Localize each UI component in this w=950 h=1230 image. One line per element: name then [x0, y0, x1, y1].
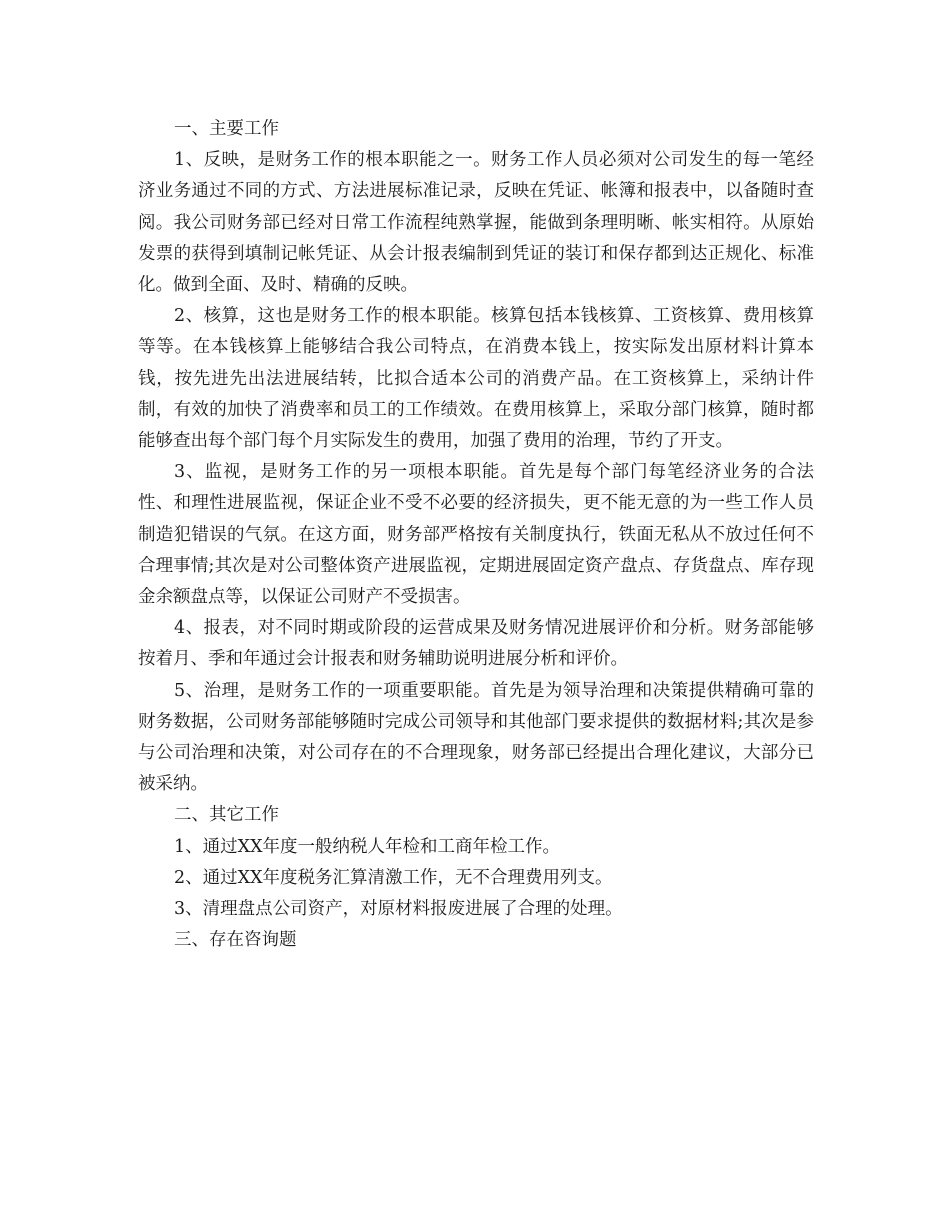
paragraph-reflection: 1、反映，是财务工作的根本职能之一。财务工作人员必须对公司发生的每一笔经济业务通过不同的方式、方法进展标准记录，反映在凭证、帐簿和报表中，以备随时查阅。我公司财务部已经对日常工作流程纯熟掌握，能做到条理明晰、帐实相符。从原始发票的获得到填制记帐凭证、从会计报表编制到凭证的装订和保存都到达正规化、标准化。做到全面、及时、精确的反映。	[138, 150, 814, 296]
section-heading-issues: 三、存在咨询题	[174, 930, 297, 951]
paragraph-reports: 4、报表，对不同时期或阶段的运营成果及财务情况进展评价和分析。财务部能够按着月、季和年通过会计报表和财务辅助说明进展分析和评价。	[138, 618, 814, 670]
paragraph-management: 5、治理，是财务工作的一项重要职能。首先是为领导治理和决策提供精确可靠的财务数据，公司财务部能够随时完成公司领导和其他部门要求提供的数据材料;其次是参与公司治理和决策，对公司存在的不合理现象，财务部已经提出合理化建议，大部分已被采纳。	[138, 680, 814, 795]
paragraph-accounting: 2、核算，这也是财务工作的根本职能。核算包括本钱核算、工资核算、费用核算等等。在本钱核算上能够结合我公司特点，在消费本钱上，按实际发出原材料计算本钱，按先进先出法进展结转，比拟合适本公司的消费产品。在工资核算上，采纳计件制，有效的加快了消费率和员工的工作绩效。在费用核算上，采取分部门核算，随时都能够查出每个部门每个月实际发生的费用，加强了费用的治理，节约了开支。	[138, 306, 814, 452]
paragraph-annual-inspection: 1、通过XX年度一般纳税人年检和工商年检工作。	[174, 836, 561, 857]
paragraph-asset-inventory: 3、清理盘点公司资产，对原材料报废进展了合理的处理。	[174, 899, 623, 920]
section-heading-other-work: 二、其它工作	[174, 805, 279, 826]
document-body	[138, 114, 814, 956]
paragraph-tax-settlement: 2、通过XX年度税务汇算清激工作，无不合理费用列支。	[174, 867, 613, 888]
section-heading-main-work: 一、主要工作	[174, 119, 279, 139]
paragraph-supervision: 3、监视，是财务工作的另一项根本职能。首先是每个部门每笔经济业务的合法性、和理性进展监视，保证企业不受不必要的经济损失，更不能无意的为一些工作人员制造犯错误的气氛。在这方面，财务部严格按有关制度执行，铁面无私从不放过任何不合理事情;其次是对公司整体资产进展监视，定期进展固定资产盘点、存货盘点、库存现金余额盘点等，以保证公司财产不受损害。	[138, 462, 814, 608]
